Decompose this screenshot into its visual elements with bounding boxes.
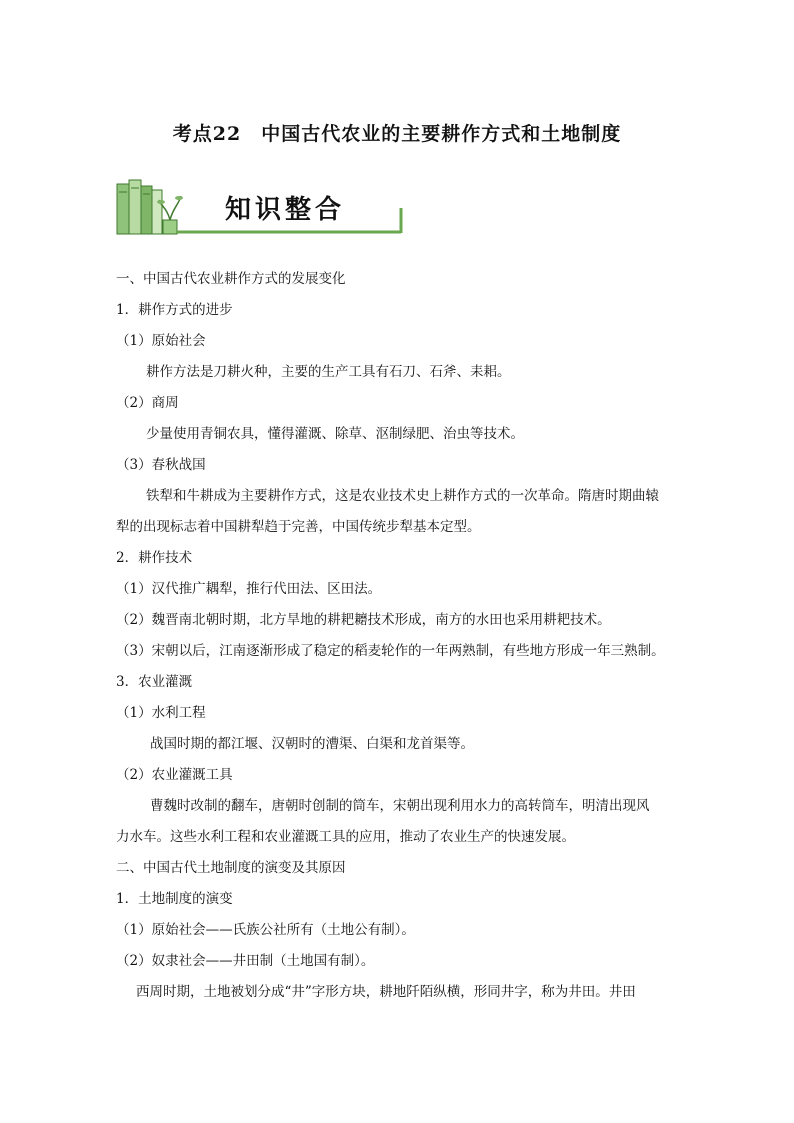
item-heading: （2）商周 bbox=[116, 395, 179, 411]
item-heading: （1）水利工程 bbox=[116, 705, 206, 721]
paragraph: 曹魏时改制的翻车，唐朝时创制的筒车，宋朝出现利用水力的高转筒车，明清出现风 bbox=[150, 798, 650, 814]
list-item: （3）宋朝以后，江南逐渐形成了稳定的稻麦轮作的一年两熟制，有些地方形成一年三熟制。 bbox=[116, 643, 665, 659]
list-item: （2）魏晋南北朝时期，北方旱地的耕耙耱技术形成，南方的水田也采用耕耙技术。 bbox=[116, 612, 611, 628]
subsection-heading: 1．耕作方式的进步 bbox=[116, 302, 233, 318]
books-icon bbox=[117, 180, 162, 234]
section-heading: 二、中国古代土地制度的演变及其原因 bbox=[116, 860, 346, 876]
paragraph-continued: 力水车。这些水利工程和农业灌溉工具的应用，推动了农业生产的快速发展。 bbox=[116, 829, 575, 845]
paragraph: 战国时期的都江堰、汉朝时的漕渠、白渠和龙首渠等。 bbox=[150, 736, 474, 752]
paragraph: 西周时期，土地被划分成“井”字形方块，耕地阡陌纵横，形同井字，称为井田。井田 bbox=[136, 984, 636, 1000]
item-heading: （2）农业灌溉工具 bbox=[116, 767, 233, 783]
paragraph: 铁犁和牛耕成为主要耕作方式，这是农业技术史上耕作方式的一次革命。隋唐时期曲辕 bbox=[146, 488, 659, 504]
subsection-heading: 1．土地制度的演变 bbox=[116, 891, 233, 907]
list-item: （2）奴隶社会——井田制（土地国有制）。 bbox=[116, 953, 375, 969]
section-heading: 一、中国古代农业耕作方式的发展变化 bbox=[116, 271, 346, 287]
paragraph: 少量使用青铜农具，懂得灌溉、除草、沤制绿肥、治虫等技术。 bbox=[146, 426, 524, 442]
item-heading: （3）春秋战国 bbox=[116, 457, 206, 473]
page-title: 考点22 中国古代农业的主要耕作方式和土地制度 bbox=[172, 123, 622, 145]
list-item: （1）原始社会——氏族公社所有（土地公有制）。 bbox=[116, 922, 415, 938]
subsection-heading: 2．耕作技术 bbox=[116, 550, 193, 566]
item-heading: （1）原始社会 bbox=[116, 333, 206, 349]
paragraph: 耕作方法是刀耕火种，主要的生产工具有石刀、石斧、耒耜。 bbox=[146, 364, 511, 380]
document-body bbox=[116, 264, 686, 1008]
banner-title: 知识整合 bbox=[225, 195, 346, 225]
paragraph-continued: 犁的出现标志着中国耕犁趋于完善，中国传统步犁基本定型。 bbox=[116, 519, 481, 535]
subsection-heading: 3．农业灌溉 bbox=[116, 674, 193, 690]
knowledge-banner bbox=[115, 178, 405, 238]
list-item: （1）汉代推广耦犁，推行代田法、区田法。 bbox=[116, 581, 382, 597]
